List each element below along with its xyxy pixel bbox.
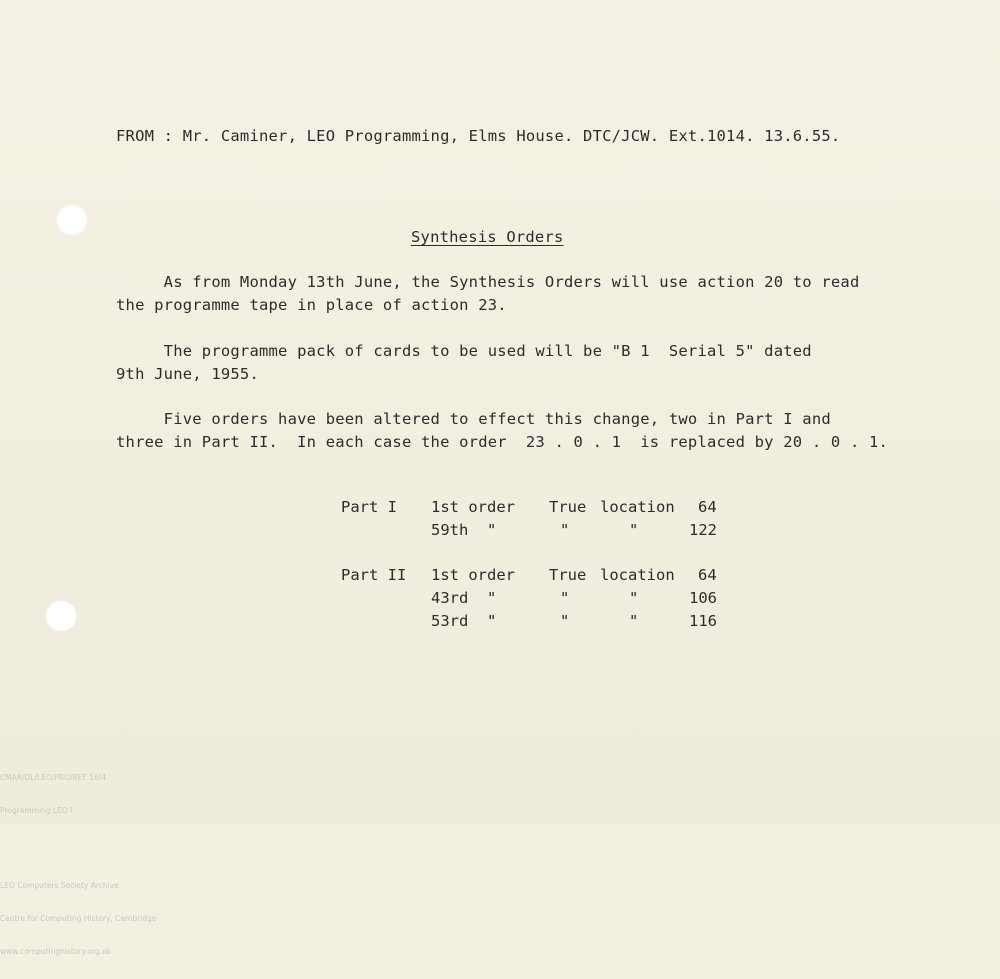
table-cell-value: 106 bbox=[689, 589, 717, 607]
table-cell-true: True bbox=[549, 498, 587, 516]
table-cell-part: Part I bbox=[341, 498, 397, 516]
table-cell-order: 1st order bbox=[431, 566, 515, 584]
archive-footer bbox=[0, 750, 156, 979]
table-cell-part: Part II bbox=[341, 566, 407, 584]
paragraph-2: The programme pack of cards to be used will be "B 1 Serial 5" dated 9th June, 1955. bbox=[116, 342, 812, 383]
paragraph-3: Five orders have been altered to effect this change, two in Part I and three in Part II. In each case the order 23 . 0 . 1 is replaced by 20 . 0 . 1. bbox=[116, 410, 889, 451]
footer-archive-location: Centre for Computing History, Cambridge bbox=[0, 914, 157, 923]
table-cell-order: 43rd " bbox=[431, 589, 497, 607]
from-line: FROM : Mr. Caminer, LEO Programming, Elms House. DTC/JCW. Ext.1014. 13.6.55. bbox=[116, 127, 841, 145]
paragraph-1: As from Monday 13th June, the Synthesis Orders will use action 20 to read the programme tape in place of action 23. bbox=[116, 273, 860, 314]
table-cell-value: 64 bbox=[698, 498, 717, 516]
table-cell-value: 122 bbox=[689, 521, 717, 539]
table-cell-value: 64 bbox=[698, 566, 717, 584]
table-cell-ditto: " bbox=[560, 612, 570, 630]
table-cell-ditto: " bbox=[629, 612, 639, 630]
punch-hole bbox=[45, 600, 77, 632]
table-cell-ditto: " bbox=[560, 589, 570, 607]
footer-archive-name: LEO Computers Society Archive, bbox=[0, 881, 122, 890]
table-cell-order: 1st order bbox=[431, 498, 515, 516]
table-cell-order: 53rd " bbox=[431, 612, 497, 630]
table-cell-location: location bbox=[600, 498, 675, 516]
table-cell-order: 59th " bbox=[431, 521, 497, 539]
footer-subject: Programming LEO I bbox=[0, 806, 73, 815]
table-cell-ditto: " bbox=[629, 521, 639, 539]
table-cell-ditto: " bbox=[560, 521, 570, 539]
table-cell-ditto: " bbox=[629, 589, 639, 607]
table-cell-location: location bbox=[600, 566, 675, 584]
memo-heading: Synthesis Orders bbox=[411, 228, 564, 246]
table-cell-true: True bbox=[549, 566, 587, 584]
footer-archive-url: www.computinghistory.org.uk bbox=[0, 947, 112, 956]
footer-reference: CMAR/DL/LEO/PRO/REF 16/4 bbox=[0, 773, 107, 782]
punch-hole bbox=[56, 204, 88, 236]
table-cell-value: 116 bbox=[689, 612, 717, 630]
